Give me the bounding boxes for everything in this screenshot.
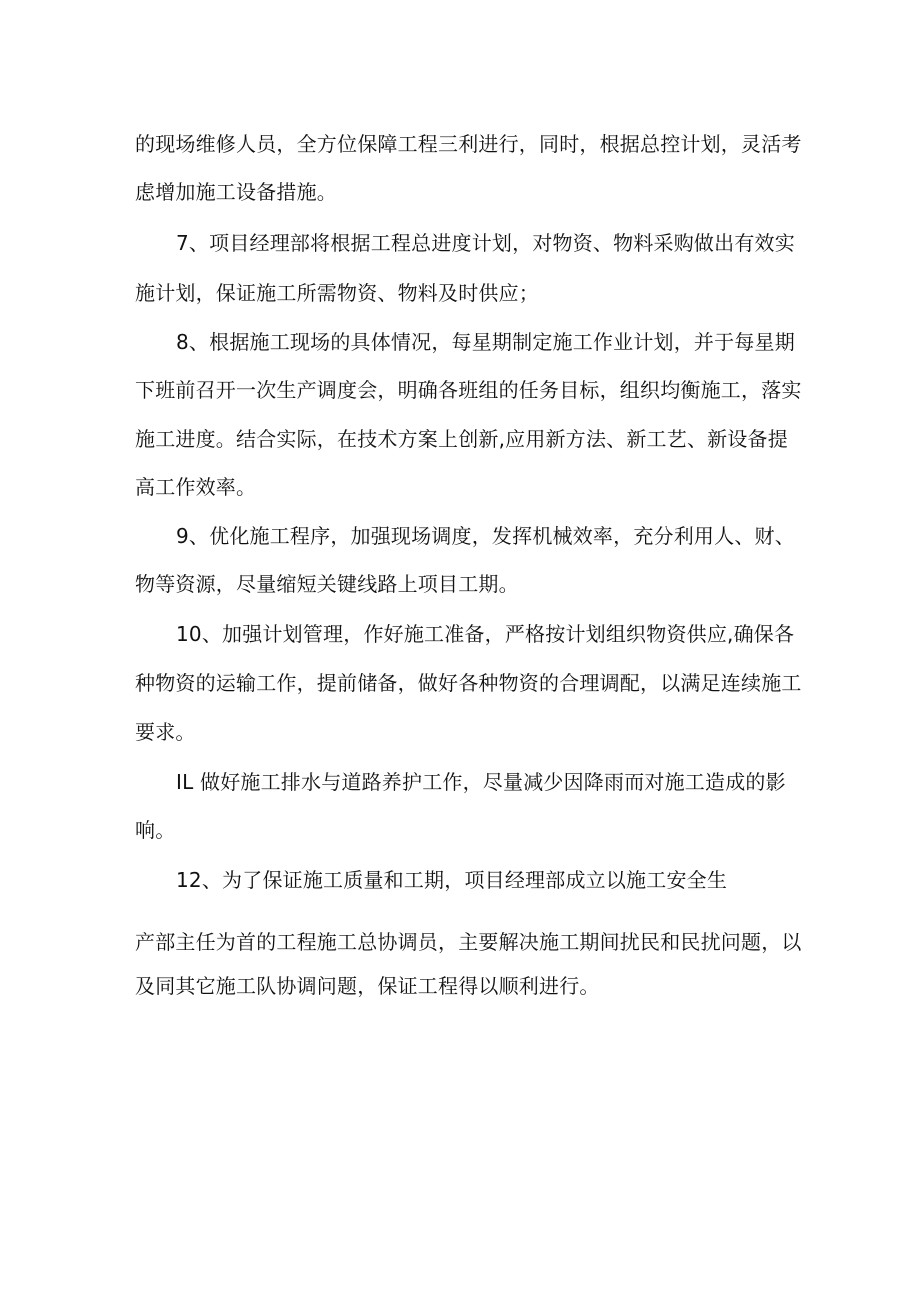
text-line: 施工进度。结合实际，在技术方案上创新,应用新方法、新工艺、新设备提 xyxy=(135,427,788,451)
text-line: 物等资源，尽量缩短关键线路上项目工期。 xyxy=(135,572,519,596)
text-line: 及同其它施工队协调问题，保证工程得以顺利进行。 xyxy=(135,974,600,998)
text-line: 产部主任为首的工程施工总协调员，主要解决施工期间扰民和民扰问题，以 xyxy=(135,930,802,954)
text-line: 虑增加施工设备措施。 xyxy=(135,180,337,204)
text-line: 7、项目经理部将根据工程总进度计划，对物资、物料采购做出有效实 xyxy=(176,231,795,255)
text-line: 下班前召开一次生产调度会，明确各班组的任务目标，组织均衡施工，落实 xyxy=(135,378,802,402)
text-line: 的现场维修人员，全方位保障工程三利进行，同时，根据总控计划，灵活考 xyxy=(135,132,802,156)
text-line: 8、根据施工现场的具体情况，每星期制定施工作业计划，并于每星期 xyxy=(176,330,795,354)
text-line: 12、为了保证施工质量和工期，项目经理部成立以施工安全生 xyxy=(176,868,728,892)
text-line: 施计划，保证施工所需物资、物料及时供应； xyxy=(135,281,539,305)
text-line: 响。 xyxy=(135,818,176,842)
text-line: 高工作效率。 xyxy=(135,475,257,499)
text-line: 要求。 xyxy=(135,720,196,744)
text-line: 10、加强计划管理，作好施工准备，严格按计划组织物资供应,确保各 xyxy=(176,622,795,646)
text-line: IL 做好施工排水与道路养护工作，尽量减少因降雨而对施工造成的影 xyxy=(176,770,786,794)
text-line: 种物资的运输工作，提前储备，做好各种物资的合理调配，以满足连续施工 xyxy=(135,671,802,695)
text-line: 9、优化施工程序，加强现场调度，发挥机械效率，充分利用人、财、 xyxy=(176,524,795,548)
